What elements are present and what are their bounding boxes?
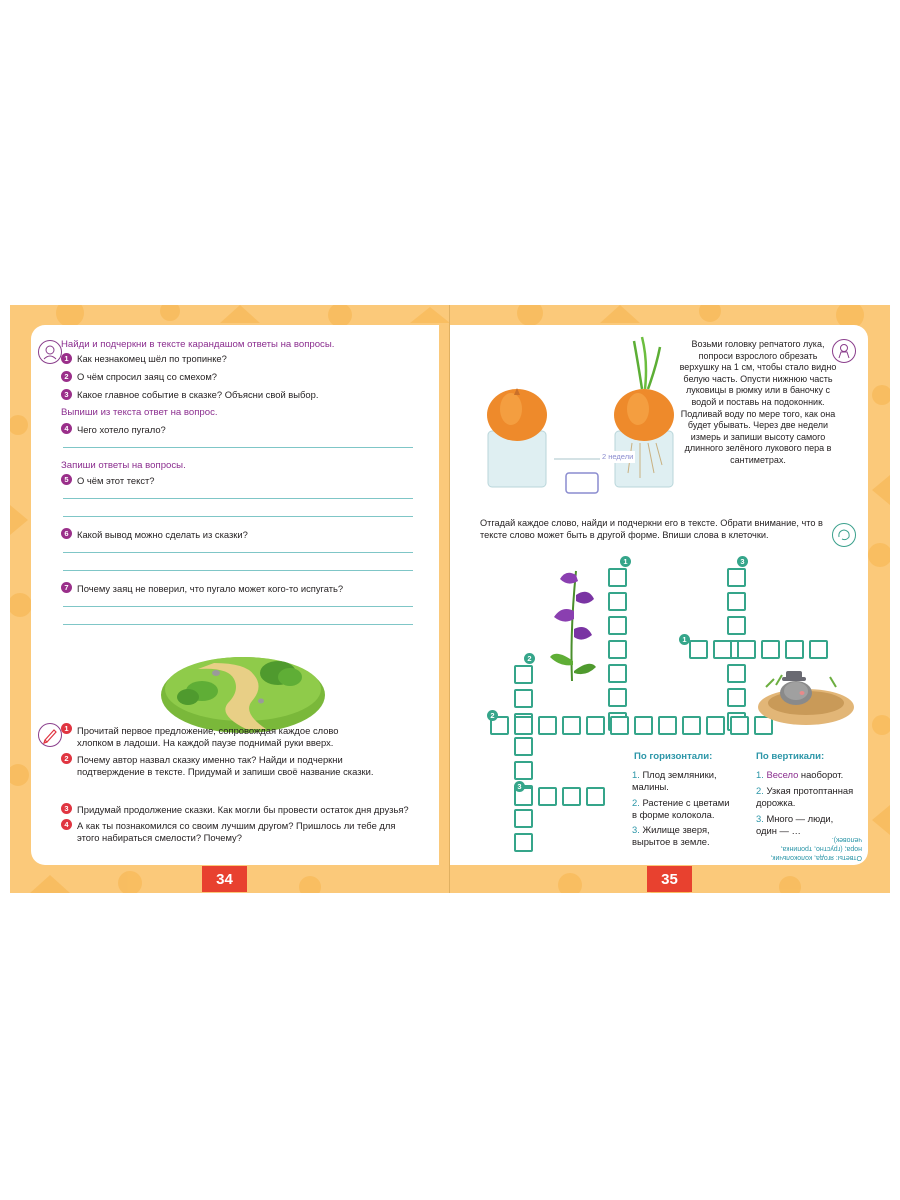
grid-number-down-3: 3 [737, 556, 748, 567]
crossword-cell[interactable] [727, 568, 746, 587]
crossword-cell[interactable] [727, 616, 746, 635]
task-text: Прочитай первое предложение, сопровождая каждое слово хлопком в ладоши. На каждой паузе поднимай руки вверх. [77, 725, 339, 748]
crossword-cell[interactable] [514, 761, 533, 780]
pencil-icon [38, 723, 62, 747]
crossword-cell[interactable] [586, 787, 605, 806]
arrow-label: 2 недели [602, 452, 634, 461]
across-title: По горизонтали: [634, 751, 713, 762]
question-number: 5 [61, 474, 72, 485]
task-text: Придумай продолжение сказки. Как могли бы провести остаток дня друзья? [77, 804, 409, 815]
task-c-heading: Запиши ответы на вопросы. [61, 460, 186, 471]
page-number-left: 34 [202, 866, 247, 892]
answer-line[interactable] [63, 516, 413, 517]
task-number: 4 [61, 819, 72, 830]
thinking-child-icon [38, 340, 62, 364]
grid-number-across-1: 1 [679, 634, 690, 645]
task-number: 2 [61, 753, 72, 764]
question-number: 1 [61, 353, 72, 364]
answers-upside-down: Ответы: ягода, колокольчик, нора; (грустно, тропинка, человек). [770, 836, 862, 861]
crossword-cell[interactable] [514, 833, 533, 852]
clue-text: Жилище зверя, вырытое в земле. [632, 824, 710, 847]
clue-number: 2. [632, 797, 640, 808]
crossword-cell[interactable] [514, 716, 533, 735]
meadow-path-illustration [158, 643, 328, 735]
clue-highlight: Весело [766, 769, 799, 780]
grid-number-across-3: 3 [514, 781, 525, 792]
crossword-cell[interactable] [538, 787, 557, 806]
question-text: Чего хотело пугало? [77, 424, 166, 435]
question-text: О чём спросил заяц со смехом? [77, 371, 218, 382]
crossword-cell[interactable] [727, 664, 746, 683]
crossword-cell[interactable] [586, 716, 605, 735]
clue-number: 1. [756, 769, 764, 780]
crossword-instruction: Отгадай каждое слово, найди и подчеркни его в тексте. Обрати внимание, что в тексте слово может быть в другой форме. Впиши слова в клеточки. [480, 518, 823, 540]
page-number-right: 35 [647, 866, 692, 892]
crossword-cell[interactable] [514, 689, 533, 708]
crossword-cell[interactable] [608, 568, 627, 587]
across-clue-1 [632, 769, 732, 792]
answer-line[interactable] [63, 624, 413, 625]
grid-number-across-2: 2 [487, 710, 498, 721]
task-a-heading: Найди и подчеркни в тексте карандашом ответы на вопросы. [61, 339, 335, 350]
crossword-cell[interactable] [608, 616, 627, 635]
crossword-cell[interactable] [706, 716, 725, 735]
clue-number: 3. [632, 824, 640, 835]
crossword-cell[interactable] [727, 592, 746, 611]
task-number: 1 [61, 723, 72, 734]
answer-line[interactable] [63, 552, 413, 553]
crossword-cell[interactable] [562, 716, 581, 735]
crossword-cell[interactable] [634, 716, 653, 735]
question-text: Почему заяц не поверил, что пугало может кого-то испугать? [77, 583, 344, 594]
question-text: Какое главное событие в сказке? Объясни свой выбор. [77, 389, 319, 400]
answer-line[interactable] [63, 570, 413, 571]
question-number: 4 [61, 423, 72, 434]
crossword-cell[interactable] [608, 664, 627, 683]
crossword-cell[interactable] [514, 737, 533, 756]
clue-text: наоборот. [798, 769, 844, 780]
crossword-cell[interactable] [608, 640, 627, 659]
crossword-cell[interactable] [608, 688, 627, 707]
question-text: О чём этот текст? [77, 475, 155, 486]
crossword-cell[interactable] [713, 640, 732, 659]
brain-icon [832, 523, 856, 547]
down-clue-1 [756, 769, 856, 781]
crossword-cell[interactable] [608, 592, 627, 611]
clue-number: 3. [756, 813, 764, 824]
clue-text: Узкая протоптанная дорожка. [756, 785, 854, 808]
crossword-cell[interactable] [689, 640, 708, 659]
task-b-heading: Выпиши из текста ответ на вопрос. [61, 407, 218, 418]
answer-line[interactable] [63, 498, 413, 499]
left-page [31, 325, 439, 865]
mole-illustration [756, 657, 856, 727]
answer-line[interactable] [63, 447, 413, 448]
book-spread [10, 305, 890, 893]
right-page [450, 325, 868, 865]
clue-text: Плод земляники, малины. [632, 769, 717, 792]
onion-experiment-illustration [470, 333, 690, 503]
crossword-cell[interactable] [514, 809, 533, 828]
task-text: А как ты познакомился со своим лучшим другом? Пришлось ли тебе для этого набираться смелости? Почему? [77, 820, 396, 843]
clue-text: Много — люди, один — … [756, 813, 834, 836]
answer-line[interactable] [63, 606, 413, 607]
crossword-cell[interactable] [730, 716, 749, 735]
grid-number-down-1: 1 [620, 556, 631, 567]
experiment-text: Возьми головку репчатого лука, попроси взрослого обрезать верхушку на 1 см, чтобы стало видно белую часть. Опусти нижнюю часть луковицы в рюмку или в баночку с водой и поставь на подоконник. Подливай воду по мере того, как она будет убывать. Через две недели измерь и запиши высоту самого длинного зелёного лукового пера в сантиметрах. [679, 339, 837, 465]
crossword-cell[interactable] [658, 716, 677, 735]
across-clue-3 [632, 824, 732, 847]
grid-number-down-2: 2 [524, 653, 535, 664]
bellflower-illustration [542, 561, 600, 689]
crossword-cell[interactable] [727, 688, 746, 707]
clue-text: Растение с цветами в форме колокола. [632, 797, 730, 820]
crossword-cell[interactable] [737, 640, 756, 659]
crossword-cell[interactable] [562, 787, 581, 806]
crossword-cell[interactable] [682, 716, 701, 735]
crossword-cell[interactable] [610, 716, 629, 735]
clue-number: 2. [756, 785, 764, 796]
crossword-cell[interactable] [538, 716, 557, 735]
down-clue-2 [756, 785, 856, 808]
question-number: 3 [61, 389, 72, 400]
task-number: 3 [61, 803, 72, 814]
clue-number: 1. [632, 769, 640, 780]
question-text: Какой вывод можно сделать из сказки? [77, 529, 248, 540]
question-text: Как незнакомец шёл по тропинке? [77, 353, 227, 364]
across-clue-2 [632, 797, 732, 820]
question-number: 7 [61, 582, 72, 593]
question-number: 6 [61, 528, 72, 539]
crossword-cell[interactable] [514, 665, 533, 684]
down-clue-3 [756, 813, 856, 836]
task-text: Почему автор назвал сказку именно так? Найди и подчеркни подтверждение в тексте. Придумай и запиши своё название сказки. [77, 754, 374, 777]
question-number: 2 [61, 371, 72, 382]
down-title: По вертикали: [756, 751, 825, 762]
